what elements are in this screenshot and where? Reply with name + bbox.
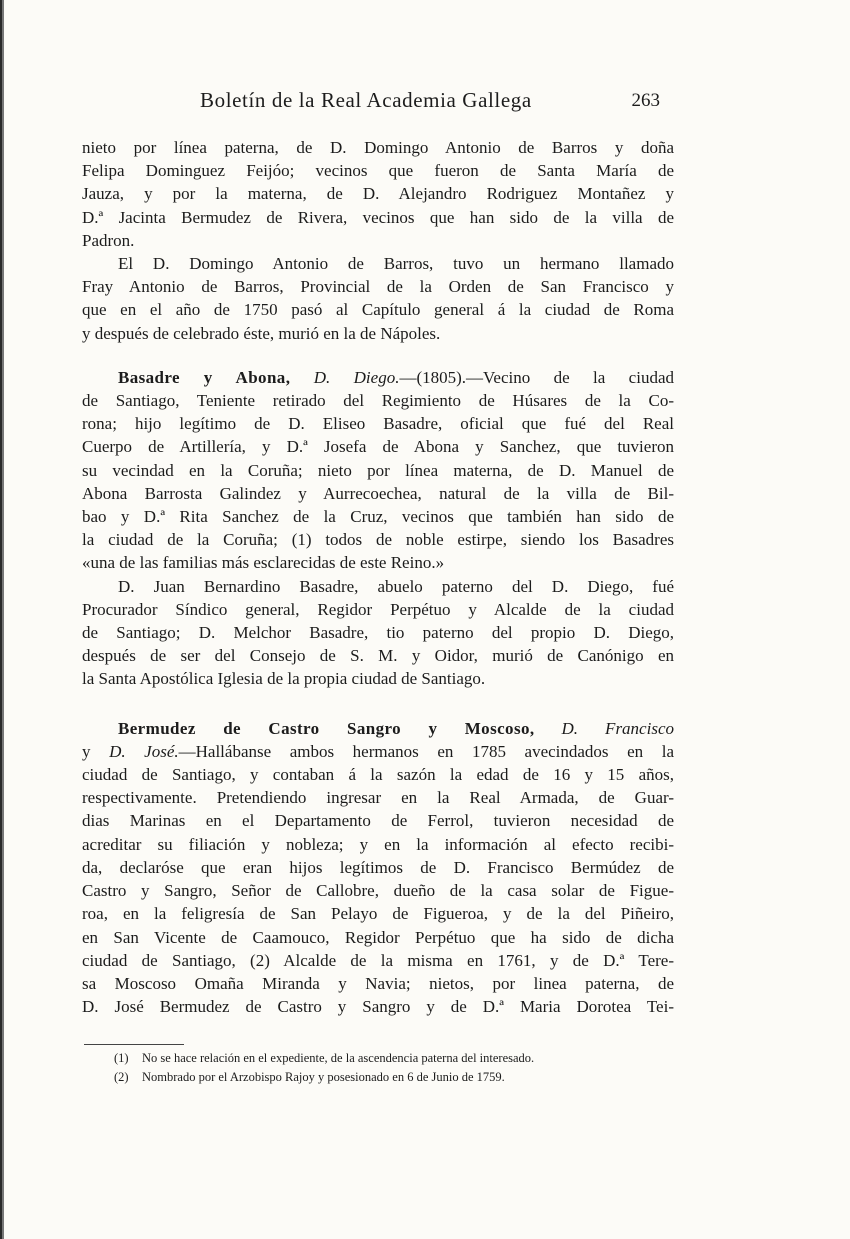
paragraph-barros-brother	[82, 252, 674, 345]
text-line: que en el año de 1750 pasó al Capítulo general á la ciudad de Roma	[82, 300, 674, 320]
entry-name: Bermudez de Castro Sangro y Moscoso,	[118, 718, 535, 738]
entry-second-line-rest: —Hallábanse ambos hermanos en 1785 avecindados en la	[178, 741, 675, 761]
footnote-1	[114, 1049, 676, 1068]
text-line: la Santa Apostólica Iglesia de la propia ciudad de Santiago.	[82, 669, 486, 689]
footnote-text: No se hace relación en el expediente, de la ascendencia paterna del interesado.	[142, 1051, 535, 1065]
text-line: D. Juan Bernardino Basadre, abuelo paterno del D. Diego, fué	[118, 576, 674, 596]
text-line: El D. Domingo Antonio de Barros, tuvo un hermano llamado	[118, 254, 674, 274]
text-line: bao y D.ª Rita Sanchez de la Cruz, vecinos que también han sido de	[82, 507, 674, 527]
entry-basadre	[82, 366, 674, 575]
entry-first-line	[82, 717, 674, 740]
paragraph-barros-continued	[82, 136, 674, 252]
body-text	[82, 136, 674, 1018]
text-line: roa, en la feligresía de San Pelayo de Figueroa, y de la del Piñeiro,	[82, 904, 674, 924]
text-line: de Santiago; D. Melchor Basadre, tio paterno del propio D. Diego,	[82, 623, 674, 643]
footnote-mark: (1)	[114, 1051, 129, 1065]
text-line: «una de las familias más esclarecidas de este Reino.»	[82, 553, 445, 573]
footnote-rule	[84, 1044, 184, 1045]
text-line: Cuerpo de Artillería, y D.ª Josefa de Abona y Sanchez, que tuvieron	[82, 437, 674, 457]
text-line: su vecindad en la Coruña; nieto por línea materna, de D. Manuel de	[82, 460, 674, 480]
page-number: 263	[631, 90, 660, 111]
text-line: Padron.	[82, 230, 135, 250]
entry-conjunction: y	[82, 741, 91, 761]
text-line: Procurador Síndico general, Regidor Perpétuo y Alcalde de la ciudad	[82, 599, 674, 619]
text-line: acreditar su filiación y nobleza; y en la información al efecto recibi-	[82, 834, 674, 854]
scan-edge	[0, 0, 6, 1239]
text-line: en San Vicente de Caamouco, Regidor Perpétuo que ha sido de dicha	[82, 927, 674, 947]
text-line: ciudad de Santiago, (2) Alcalde de la misma en 1761, y de D.ª Tere-	[82, 950, 674, 970]
text-line: nieto por línea paterna, de D. Domingo Antonio de Barros y doña	[82, 138, 674, 157]
text-line: D. José Bermudez de Castro y Sangro y de D.ª Maria Dorotea Tei-	[82, 997, 674, 1017]
paragraph-basadre-ancestors	[82, 575, 674, 691]
entry-first-line	[82, 366, 674, 389]
footnotes	[114, 1049, 676, 1087]
entry-bermudez	[82, 717, 674, 1019]
text-line: ciudad de Santiago, y contaban á la sazón la edad de 16 y 15 años,	[82, 765, 674, 785]
footnote-2	[114, 1068, 676, 1087]
footnote-mark: (2)	[114, 1070, 129, 1084]
text-line: da, declaróse que eran hijos legítimos de D. Francisco Bermúdez de	[82, 857, 674, 877]
entry-name: Basadre y Abona,	[118, 367, 291, 387]
text-line: Castro y Sangro, Señor de Callobre, dueño de la casa solar de Figue-	[82, 881, 674, 901]
text-line: de Santiago, Teniente retirado del Regimiento de Húsares de la Co-	[82, 391, 674, 411]
text-line: la ciudad de la Coruña; (1) todos de noble estirpe, siendo los Basadres	[82, 530, 674, 550]
text-line: Fray Antonio de Barros, Provincial de la Orden de San Francisco y	[82, 277, 674, 297]
text-line: Felipa Dominguez Feijóo; vecinos que fueron de Santa María de	[82, 161, 674, 181]
text-line: respectivamente. Pretendiendo ingresar en la Real Armada, de Guar-	[82, 788, 674, 808]
footnote-text: Nombrado por el Arzobispo Rajoy y posesionado en 6 de Junio de 1759.	[142, 1070, 505, 1084]
text-line: D.ª Jacinta Bermudez de Rivera, vecinos que han sido de la villa de	[82, 207, 674, 227]
text-line: dias Marinas en el Departamento de Ferrol, tuvieron necesidad de	[82, 811, 674, 831]
text-line: y después de celebrado éste, murió en la de Nápoles.	[82, 323, 441, 343]
text-line: Jauza, y por la materna, de D. Alejandro Rodriguez Montañez y	[82, 184, 674, 204]
text-line: rona; hijo legítimo de D. Eliseo Basadre, oficial que fué del Real	[82, 414, 674, 434]
text-line: después de ser del Consejo de S. M. y Oidor, murió de Canónigo en	[82, 646, 674, 666]
text-line: sa Moscoso Omaña Miranda y Navia; nietos, por linea paterna, de	[82, 973, 674, 993]
entry-first-line-rest: —(1805).—Vecino de la ciudad	[399, 367, 674, 387]
running-title: Boletín de la Real Academia Gallega	[200, 88, 532, 112]
text-line: Abona Barrosta Galindez y Aurrecoechea, natural de la villa de Bil-	[82, 483, 674, 503]
page-header	[84, 88, 674, 118]
entry-given-name: D. José.	[109, 741, 179, 761]
entry-given-name: D. Diego.	[313, 367, 400, 387]
entry-second-line	[82, 740, 674, 763]
entry-given-name: D. Francisco	[561, 718, 674, 738]
